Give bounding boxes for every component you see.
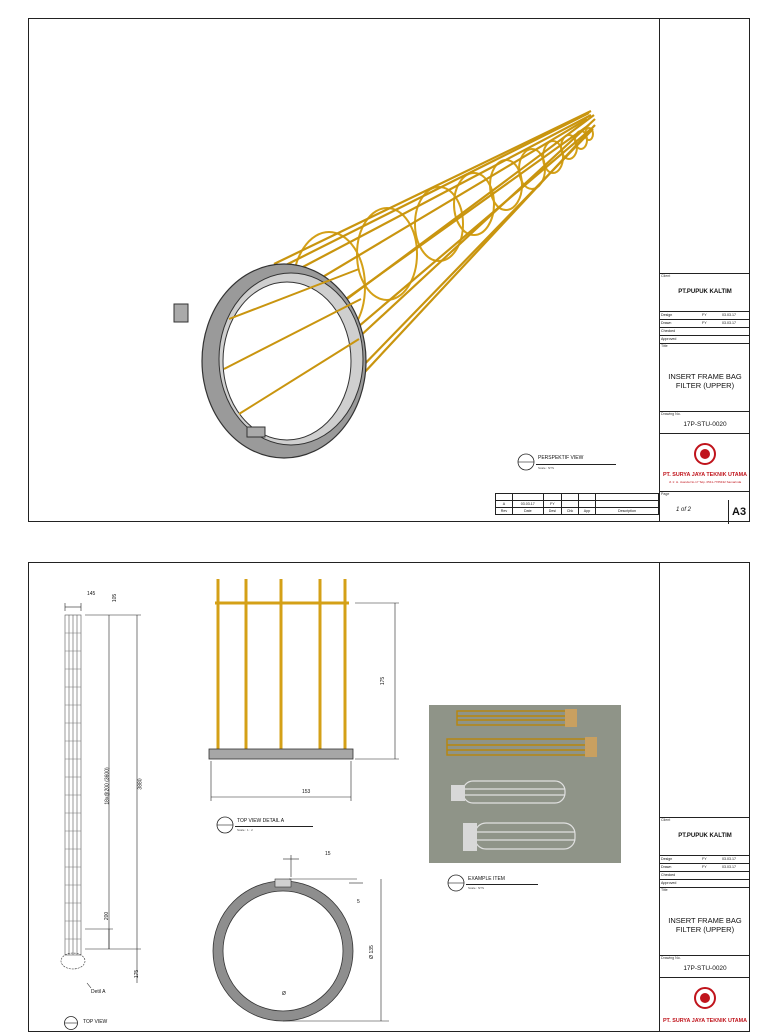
design-label-2: Design [661,857,673,861]
checked-label: Checked [661,329,676,333]
company-logo-icon-2 [693,986,717,1010]
detail-view-scale: Scale : 1 : 2 [237,828,253,832]
approved-label: Approved [661,337,677,341]
design-date-2: 03.03.17 [722,857,736,861]
client-label: Client [661,274,671,278]
title-block-2 [659,563,751,1031]
checked-label-2: Checked [661,873,676,877]
dim-total-length: 3880 [137,778,144,790]
rev-drawn: FY [543,501,561,508]
title-label: Title [661,344,668,348]
rev-header-rev: Rev [496,508,513,515]
drawn-date: 03.03.17 [722,321,736,325]
design-date: 03.03.17 [722,313,736,317]
drawing-title-line2: FILTER (UPPER) [675,381,735,390]
example-item-title: EXAMPLE ITEM [468,876,505,882]
company-name-2: PT. SURYA JAYA TEKNIK UTAMA [662,1018,748,1024]
detail-view-title-symbol [215,815,235,835]
title-label-2: Title [661,888,668,892]
example-item-photo [429,705,621,863]
rev-description [596,501,659,508]
design-by-2: FY [702,857,707,861]
design-label: Design [661,313,673,317]
example-item-scale: Scale : NTS [468,886,485,890]
dim-top-width: 145 [87,591,96,597]
drawn-date-2: 03.03.17 [722,865,736,869]
sheet-size: A3 [732,506,747,518]
rev-date: 03.03.17 [512,501,543,508]
drawn-by: FY [702,321,707,325]
drawing-sheet-1 [28,18,750,522]
perspective-view-scale: Scale : NTS [538,466,555,470]
dim-top-gap: 105 [112,593,119,603]
dim-diameter-inner: Ø [282,991,286,997]
dim-slot: 15 [325,851,331,857]
dim-slot-depth: 5 [357,899,360,905]
dim-detail-height: 175 [380,676,387,686]
drawing-no-label-2: Drawing No. [661,956,681,960]
drawn-label-2: Drawn [661,865,672,869]
company-address: Jl. Ir. H. Juanda No.17 Telp. 0541-7765432 Samarinda [668,480,742,484]
top-view-title-symbol [63,1015,79,1031]
detail-a-callout: Detil A [91,989,106,995]
drawing-no-label: Drawing No. [661,412,681,416]
dim-bottom: 175 [134,969,141,979]
rev-header-chk: Chk [562,508,579,515]
design-by: FY [702,313,707,317]
drawn-label: Drawn [661,321,672,325]
page-label: Page [661,492,670,496]
client-label-2: Client [661,818,671,822]
rev-checked [562,501,579,508]
perspective-view-title: PERSPEKTIF VIEW [538,455,584,461]
cage-elevation-drawing [29,563,199,1033]
drawing-title-line2-2: FILTER (UPPER) [675,925,735,934]
dim-bottom-pitch: 200 [104,911,111,921]
drawing-number: 17P-STU-0020 [683,421,727,428]
dim-spacing: 18x@200 (3600) [104,767,111,805]
top-view-title: TOP VIEW [83,1019,108,1025]
top-view-ring-drawing [199,849,389,1029]
rev-header-desi: Desi [543,508,561,515]
drawing-number-2: 17P-STU-0020 [683,965,727,972]
example-title-symbol [446,873,466,893]
perspective-cage-drawing [29,19,659,523]
drawing-title-line1: INSERT FRAME BAG [668,372,742,381]
client-name: PT.PUPUK KALTIM [678,289,732,295]
rev-header-app: App [579,508,596,515]
revision-table [495,493,659,523]
drawing-title-line1-2: INSERT FRAME BAG [668,916,742,925]
company-name: PT. SURYA JAYA TEKNIK UTAMA [662,472,748,478]
rev-value: A [496,501,513,508]
top-view-detail-drawing [199,571,409,811]
detail-view-title: TOP VIEW DETAIL A [237,818,285,824]
drawing-sheet-2 [28,562,750,1032]
rev-header-description: Description [596,508,659,515]
client-name-2: PT.PUPUK KALTIM [678,833,732,839]
page-number: 1 of 2 [676,507,692,513]
dim-diameter: Ø 135 [368,945,375,959]
rev-approved [579,501,596,508]
rev-header-date: Date [512,508,543,515]
title-block-1 [659,19,751,521]
approved-label-2: Approved [661,881,677,885]
top-ring-collar [174,264,366,458]
view-title-symbol [516,452,536,472]
company-logo-icon [693,442,717,466]
dim-detail-width: 153 [302,789,311,795]
drawn-by-2: FY [702,865,707,869]
